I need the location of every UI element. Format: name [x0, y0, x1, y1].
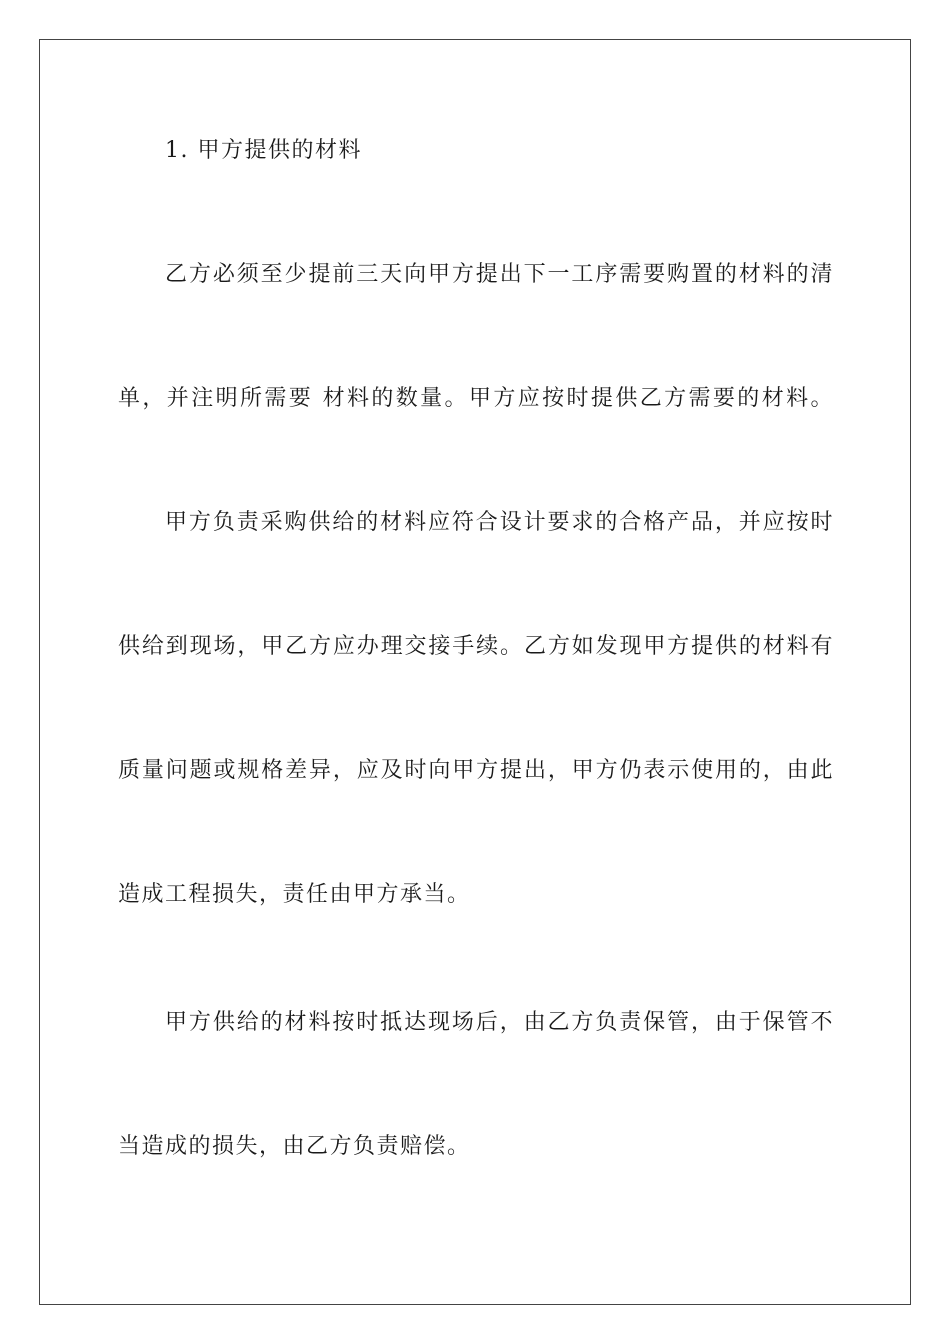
paragraph-line: 单，并注明所需要 材料的数量。甲方应按时提供乙方需要的材料。 [118, 386, 834, 411]
paragraph-line: 甲方供给的材料按时抵达现场后，由乙方负责保管，由于保管不 [165, 1010, 834, 1035]
paragraph-line: 供给到现场，甲乙方应办理交接手续。乙方如发现甲方提供的材料有 [118, 634, 834, 659]
paragraph-line: 当造成的损失，由乙方负责赔偿。 [118, 1134, 471, 1159]
paragraph-line: 甲方负责采购供给的材料应符合设计要求的合格产品，并应按时 [165, 510, 834, 535]
paragraph-line: 质量问题或规格差异，应及时向甲方提出，甲方仍表示使用的，由此 [118, 758, 834, 783]
paragraph-line: 乙方必须至少提前三天向甲方提出下一工序需要购置的材料的清 [165, 262, 834, 287]
section-heading: 1. 甲方提供的材料 [165, 138, 362, 163]
page-border [39, 39, 911, 1305]
paragraph-line: 造成工程损失，责任由甲方承当。 [118, 882, 471, 907]
